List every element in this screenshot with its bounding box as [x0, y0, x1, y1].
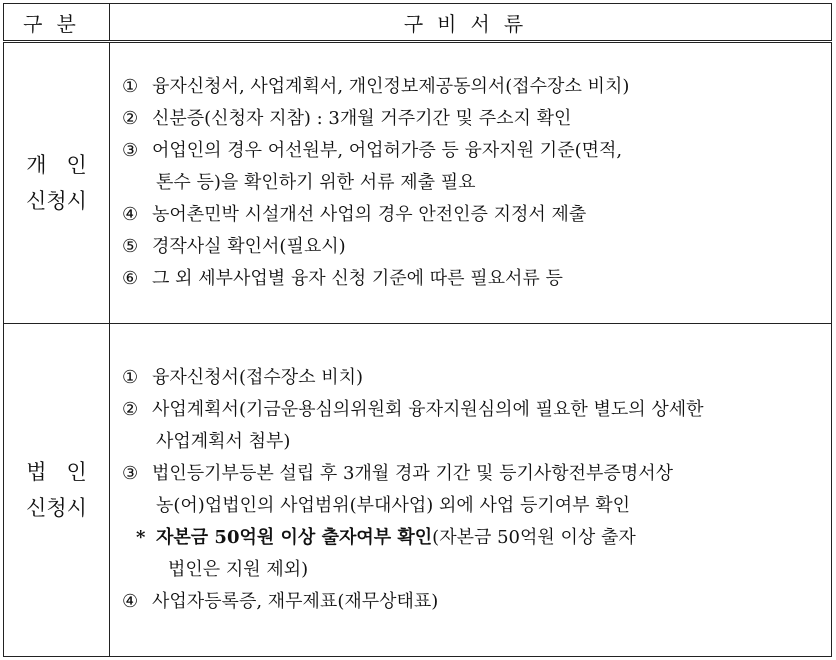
corporate-item-2: ② 사업계획서(기금운용심의위원회 융자지원심의에 필요한 별도의 상세한: [122, 399, 704, 420]
individual-label-line1: 개인: [26, 153, 107, 177]
table-header-row: [4, 4, 832, 42]
corporate-category-cell: [4, 324, 110, 657]
corporate-note: [122, 522, 823, 554]
corporate-note-continued: 법인은 지원 제외): [168, 559, 309, 580]
corporate-documents-cell: [110, 324, 832, 657]
note-bold-text: 자본금 50억원 이상 출자여부 확인: [156, 527, 433, 548]
corporate-label-line2: 신청시: [26, 496, 87, 520]
header-documents-cell: 구비서류: [110, 4, 832, 42]
individual-label-line2: 신청시: [26, 189, 87, 213]
individual-documents-cell: [110, 42, 832, 324]
individual-category-cell: [4, 42, 110, 324]
header-category-cell: 구분: [4, 4, 110, 42]
corporate-item-4: ④ 사업자등록증, 재무제표(재무상태표): [122, 591, 439, 612]
note-text: (자본금 50억원 이상 출자: [432, 527, 636, 548]
individual-item-4: ④ 농어촌민박 시설개선 사업의 경우 안전인증 지정서 제출: [122, 204, 587, 225]
individual-item-3: ③ 어업인의 경우 어선원부, 어업허가증 등 융자지원 기준(면적,: [122, 140, 623, 161]
corporate-item-1: ① 융자신청서(접수장소 비치): [122, 367, 364, 388]
individual-row: [4, 42, 832, 324]
corporate-item-2-continued: 사업계획서 첨부): [156, 431, 291, 452]
corporate-label-line1: 법인: [26, 460, 107, 484]
note-star-marker: *: [136, 527, 146, 548]
individual-item-5: ⑤ 경작사실 확인서(필요시): [122, 236, 346, 257]
individual-item-6: ⑥ 그 외 세부사업별 융자 신청 기준에 따른 필요서류 등: [122, 268, 563, 289]
individual-item-2: ② 신분증(신청자 지참) : 3개월 거주기간 및 주소지 확인: [122, 108, 572, 129]
corporate-item-3-continued: 농(어)업법인의 사업범위(부대사업) 외에 사업 등기여부 확인: [156, 495, 631, 516]
individual-item-1: ① 융자신청서, 사업계획서, 개인정보제공동의서(접수장소 비치): [122, 76, 630, 97]
corporate-row: [4, 324, 832, 657]
required-documents-table: [3, 3, 832, 657]
corporate-item-3: ③ 법인등기부등본 설립 후 3개월 경과 기간 및 등기사항전부증명서상: [122, 463, 673, 484]
individual-item-3-continued: 톤수 등)을 확인하기 위한 서류 제출 필요: [156, 172, 476, 193]
